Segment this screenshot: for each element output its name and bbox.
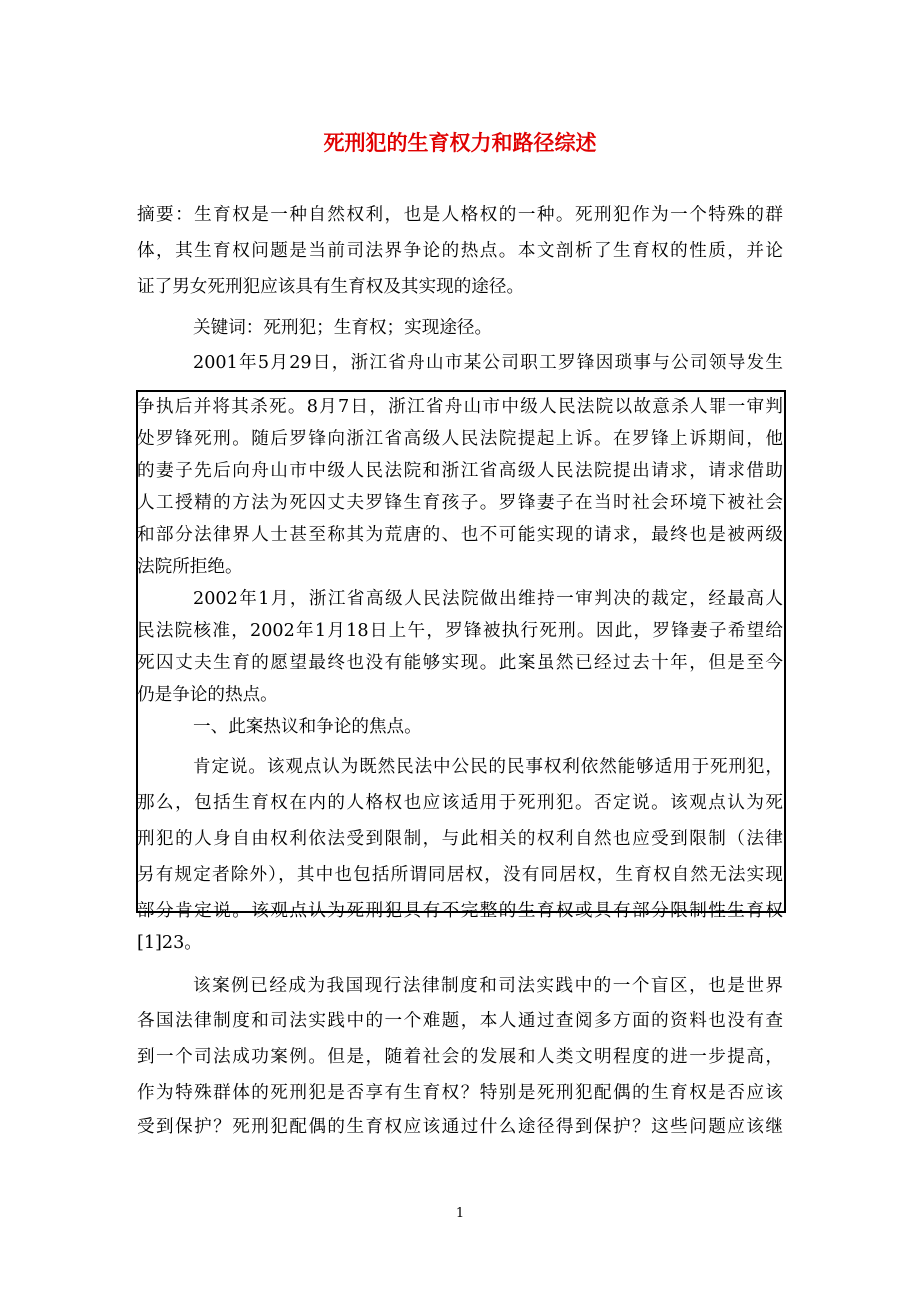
text-line: 关键词：死刑犯；生育权；实现途径。: [193, 318, 493, 338]
text-line: 的妻子先后向舟山市中级人民法院和浙江省高级人民法院提出请求，请求借助: [137, 461, 783, 481]
text-line: 民法院核准，2002年1月18日上午，罗锋被执行死刑。因此，罗锋妻子希望给: [137, 621, 783, 641]
text-line: 仍是争论的热点。: [137, 685, 278, 705]
text-line: 摘要：生育权是一种自然权利，也是人格权的一种。死刑犯作为一个特殊的群: [137, 205, 783, 225]
text-line: 该案例已经成为我国现行法律制度和司法实践中的一个盲区，也是世界: [193, 976, 783, 996]
text-line: 作为特殊群体的死刑犯是否享有生育权？特别是死刑犯配偶的生育权是否应该: [137, 1083, 783, 1103]
text-line: [1]23。: [137, 933, 202, 953]
text-line: 一、此案热议和争论的焦点。: [193, 717, 422, 737]
text-line: 人工授精的方法为死囚丈夫罗锋生育孩子。罗锋妻子在当时社会环境下被社会: [137, 493, 783, 513]
text-line: 受到保护？死刑犯配偶的生育权应该通过什么途径得到保护？这些问题应该继: [137, 1117, 783, 1137]
text-line: 证了男女死刑犯应该具有生育权及其实现的途径。: [137, 277, 525, 297]
text-line: 另有规定者除外），其中也包括所谓同居权，没有同居权，生育权自然无法实现: [137, 865, 783, 885]
text-line: 那么，包括生育权在内的人格权也应该适用于死刑犯。否定说。该观点认为死: [137, 793, 783, 813]
page-number: 1: [455, 1206, 465, 1221]
text-line: 死囚丈夫生育的愿望最终也没有能够实现。此案虽然已经过去十年，但是至今: [137, 653, 783, 673]
text-line: 和部分法律界人士甚至称其为荒唐的、也不可能实现的请求，最终也是被两级: [137, 525, 783, 545]
text-line: 部分肯定说。该观点认为死刑犯具有不完整的生育权或具有部分限制性生育权: [137, 901, 783, 921]
text-line: 处罗锋死刑。随后罗锋向浙江省高级人民法院提起上诉。在罗锋上诉期间，他: [137, 429, 783, 449]
text-line: 2002年1月，浙江省高级人民法院做出维持一审判决的裁定，经最高人: [193, 589, 783, 609]
text-line: 2001年5月29日，浙江省舟山市某公司职工罗锋因琐事与公司领导发生: [193, 353, 783, 373]
text-line: 肯定说。该观点认为既然民法中公民的民事权利依然能够适用于死刑犯，: [193, 757, 783, 777]
text-line: 体，其生育权问题是当前司法界争论的热点。本文剖析了生育权的性质，并论: [137, 241, 783, 261]
text-line: 争执后并将其杀死。8月7日，浙江省舟山市中级人民法院以故意杀人罪一审判: [137, 397, 783, 417]
document-title: 死刑犯的生育权力和路径综述: [323, 130, 597, 155]
text-line: 到一个司法成功案例。但是，随着社会的发展和人类文明程度的进一步提高，: [137, 1047, 783, 1067]
text-line: 刑犯的人身自由权利依法受到限制，与此相关的权利自然也应受到限制（法律: [137, 829, 783, 849]
text-line: 法院所拒绝。: [137, 557, 243, 577]
text-line: 各国法律制度和司法实践中的一个难题，本人通过查阅多方面的资料也没有查: [137, 1011, 783, 1031]
